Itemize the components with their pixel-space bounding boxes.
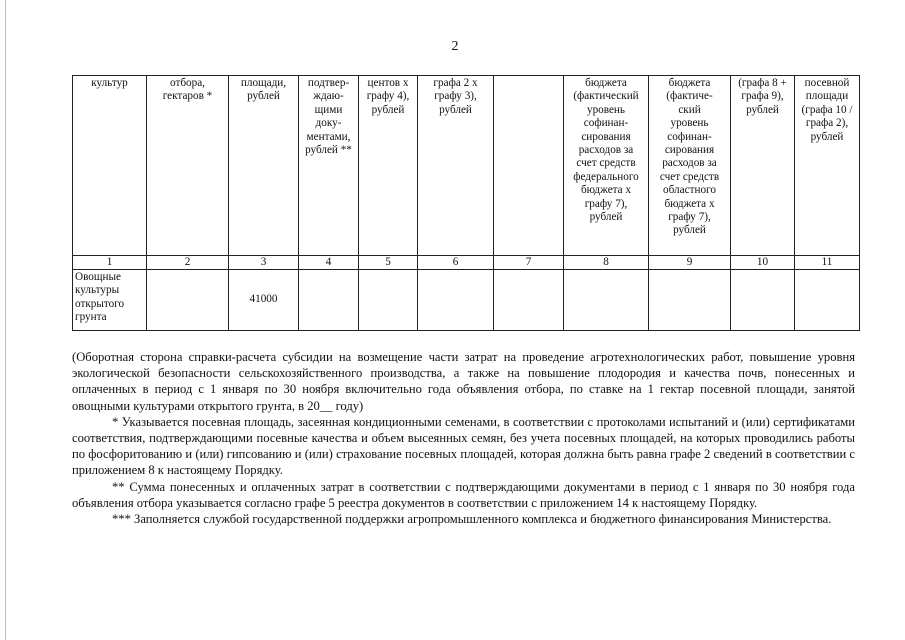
header-cell-4: подтвер- ждаю- щими доку- ментами, рублей ** — [299, 76, 359, 256]
col5-cell — [359, 270, 418, 331]
total-subsidy-cell — [731, 270, 795, 331]
footnote-service: *** Заполняется службой государственной поддержки агропромышленного комплекса и бюджетного финансирования Министерства. — [112, 512, 832, 527]
page-left-edge-line — [5, 0, 6, 640]
costs-cell — [299, 270, 359, 331]
header-cell-6: графа 2 х графу 3), рублей — [418, 76, 494, 256]
column-number-9: 9 — [649, 256, 731, 270]
regional-budget-cell — [649, 270, 731, 331]
per-hectare-cell — [795, 270, 860, 331]
footnote-area: * Указывается посевная площадь, засеянная кондиционными семенами, в соответствии с протоколами испытаний и (или) сертификатами соответствия, подтверждающими посевные качества и объем высеянных семян, без учета посевных площадей, на которых проводились работы по фосфоритованию и (или) гипсованию и (или) страхование посевных площадей, которая должна быть равна графе 2 сведений в соответствии с приложением 8 к настоящему Порядку. — [72, 414, 855, 478]
column-number-5: 5 — [359, 256, 418, 270]
federal-budget-cell — [564, 270, 649, 331]
column-number-10: 10 — [731, 256, 795, 270]
column-number-3: 3 — [229, 256, 299, 270]
column-number-row — [73, 256, 860, 270]
column-number-11: 11 — [795, 256, 860, 270]
table-header-row — [73, 76, 860, 256]
notes-intro: (Оборотная сторона справки-расчета субсидии на возмещение части затрат на проведение агротехнологических работ, повышение уровня экологической безопасности сельскохозяйственного производства, а также на повышение плодородия и качества почв, понесенных и оплаченных в период с 1 января по 30 ноября включительно года объявления отбора, по ставке на 1 гектар посевной площади, занятой овощными культурами открытого грунта, в 20__ году) — [72, 350, 855, 413]
header-cell-3: площади, рублей — [229, 76, 299, 256]
header-cell-10: (графа 8 + графа 9), рублей — [731, 76, 795, 256]
page-number: 2 — [451, 39, 459, 54]
subsidy-calculation-table — [72, 75, 860, 331]
column-number-1: 1 — [73, 256, 147, 270]
header-cell-2: отбора, гектаров * — [147, 76, 229, 256]
header-cell-7 — [494, 76, 564, 256]
table-row — [73, 270, 860, 331]
header-cell-8: бюджета (фактический уровень софинан- сирования расходов за счет средств федерального бюджета х графу 7), рублей — [564, 76, 649, 256]
column-number-2: 2 — [147, 256, 229, 270]
header-cell-9: бюджета (фактиче- ский уровень софинан- сирования расходов за счет средств областного бюджета х графу 7), рублей — [649, 76, 731, 256]
column-number-4: 4 — [299, 256, 359, 270]
column-number-6: 6 — [418, 256, 494, 270]
column-number-7: 7 — [494, 256, 564, 270]
notes-block — [72, 349, 855, 527]
header-cell-5: центов х графу 4), рублей — [359, 76, 418, 256]
rate-cell: 41000 — [229, 270, 299, 331]
col6-cell — [418, 270, 494, 331]
header-cell-1: культур — [73, 76, 147, 256]
crop-name-cell: Овощные культуры открытого грунта — [73, 270, 147, 331]
column-number-8: 8 — [564, 256, 649, 270]
col7-cell — [494, 270, 564, 331]
footnote-costs: ** Сумма понесенных и оплаченных затрат в соответствии с подтверждающими документами в период с 1 января по 30 ноября года объявления отбора указывается согласно графе 5 реестра документов в соответствии с приложением 14 к настоящему Порядку. — [72, 479, 855, 510]
area-cell — [147, 270, 229, 331]
header-cell-11: посевной площади (графа 10 / графа 2), рублей — [795, 76, 860, 256]
